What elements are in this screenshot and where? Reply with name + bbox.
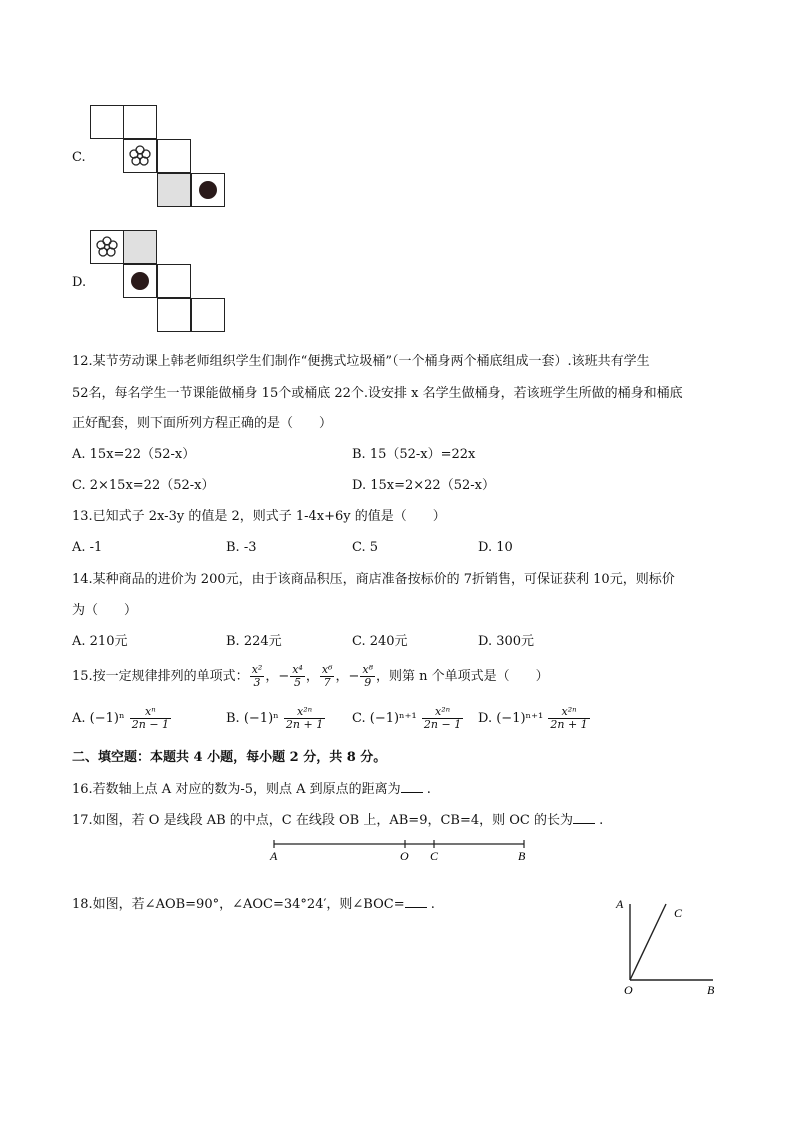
net-square [123, 105, 157, 139]
q12-option-b: B. 15（52-x）=22x [352, 447, 476, 462]
q13-option-a: A. -1 [72, 540, 103, 555]
q15-term: ，− $\frac{\text{x⁸}}{9}$ [335, 663, 374, 689]
angle-label-b: B [707, 983, 715, 997]
net-square [191, 173, 225, 207]
q17-text: 17.如图，若 O 是线段 AB 的中点，C 在线段 OB 上，AB=9，CB=4，则 OC 的长为 [72, 813, 573, 828]
q12-option-c: C. 2×15x=22（52-x） [72, 478, 215, 493]
q15-option-a: A. (−1)ⁿ $\frac{\text{xⁿ}}{2n - 1}$ [72, 705, 170, 731]
net-square [90, 105, 124, 139]
option-d-label: D. [72, 275, 87, 290]
q16-text: 16.若数轴上点 A 对应的数为-5，则点 A 到原点的距离为 [72, 782, 401, 797]
question-18: 18.如图，若∠AOB=90°，∠AOC=34°24′，则∠BOC= . [72, 897, 435, 912]
net-square [123, 264, 157, 298]
net-square [157, 264, 191, 298]
flower-icon [127, 143, 153, 169]
answer-blank[interactable] [405, 895, 427, 908]
q15-option-d: D. (−1)ⁿ⁺¹ $\frac{\text{x²ⁿ}}{2n + 1}$ [478, 705, 588, 731]
q14-line1: 14.某种商品的进价为 200元，由于该商品积压，商店准备按标价的 7折销售，可保证获利 10元，则标价 [72, 572, 675, 587]
q14-line2: 为（ ） [72, 603, 138, 618]
option-c-label: C. [72, 150, 86, 165]
q14-option-d: D. 300元 [478, 634, 535, 649]
net-square [90, 230, 124, 264]
segment-figure [262, 836, 542, 866]
q12-line3: 正好配套，则下面所列方程正确的是（ ） [72, 416, 333, 431]
question-17: 17.如图，若 O 是线段 AB 的中点，C 在线段 OB 上，AB=9，CB=4，则 OC 的长为 . [72, 813, 604, 828]
net-square [157, 139, 191, 173]
q12-line2: 52名，每名学生一节课能做桶身 15个或桶底 22个.设安排 x 名学生做桶身，若该班学生所做的桶身和桶底 [72, 386, 683, 401]
q15-term: $\frac{\text{x²}}{3}$ [251, 663, 263, 689]
angle-figure [610, 892, 730, 1002]
black-dot-icon [131, 272, 149, 290]
section-heading: 二、填空题：本题共 4 小题，每小题 2 分，共 8 分。 [72, 750, 387, 765]
point-label-c: C [430, 849, 439, 863]
answer-blank[interactable] [573, 811, 595, 824]
q13-option-d: D. 10 [478, 540, 513, 555]
q15-option-b: B. (−1)ⁿ $\frac{\text{x²ⁿ}}{2n + 1}$ [226, 705, 324, 731]
answer-blank[interactable] [401, 780, 423, 793]
q13-line1: 13.已知式子 2x-3y 的值是 2，则式子 1-4x+6y 的值是（ ） [72, 509, 446, 524]
q12-line1: 12.某节劳动课上韩老师组织学生们制作“便携式垃圾桶”（一个桶身两个桶底组成一套）.该班共有学生 [72, 354, 650, 369]
point-label-b: B [518, 849, 526, 863]
q14-option-b: B. 224元 [226, 634, 282, 649]
black-dot-icon [199, 181, 217, 199]
net-square-shaded [123, 230, 157, 264]
q14-option-a: A. 210元 [72, 634, 128, 649]
q15-stem [72, 662, 549, 692]
q15-term: ， $\frac{\text{x⁶}}{7}$ [305, 663, 333, 689]
q15-term: ，− $\frac{\text{x⁴}}{5}$ [265, 663, 303, 689]
net-square [191, 298, 225, 332]
q14-option-c: C. 240元 [352, 634, 408, 649]
q12-option-d: D. 15x=2×22（52-x） [352, 478, 495, 493]
angle-label-a: A [616, 897, 624, 911]
point-label-a: A [270, 849, 278, 863]
net-square-shaded [157, 173, 191, 207]
net-square [157, 298, 191, 332]
q15-suffix: ，则第 n 个单项式是（ ） [376, 669, 549, 684]
q12-option-a: A. 15x=22（52-x） [72, 447, 196, 462]
q15-prefix: 15.按一定规律排列的单项式： [72, 669, 249, 684]
q13-option-b: B. -3 [226, 540, 257, 555]
q18-text: 18.如图，若∠AOB=90°，∠AOC=34°24′，则∠BOC= [72, 897, 405, 912]
q13-option-c: C. 5 [352, 540, 379, 555]
net-square [123, 139, 157, 173]
q15-option-c: C. (−1)ⁿ⁺¹ $\frac{\text{x²ⁿ}}{2n - 1}$ [352, 705, 462, 731]
question-16: 16.若数轴上点 A 对应的数为-5，则点 A 到原点的距离为 . [72, 782, 431, 797]
point-label-o: O [400, 849, 409, 863]
angle-label-c: C [674, 906, 683, 920]
angle-label-o: O [624, 983, 633, 997]
flower-icon [94, 234, 120, 260]
